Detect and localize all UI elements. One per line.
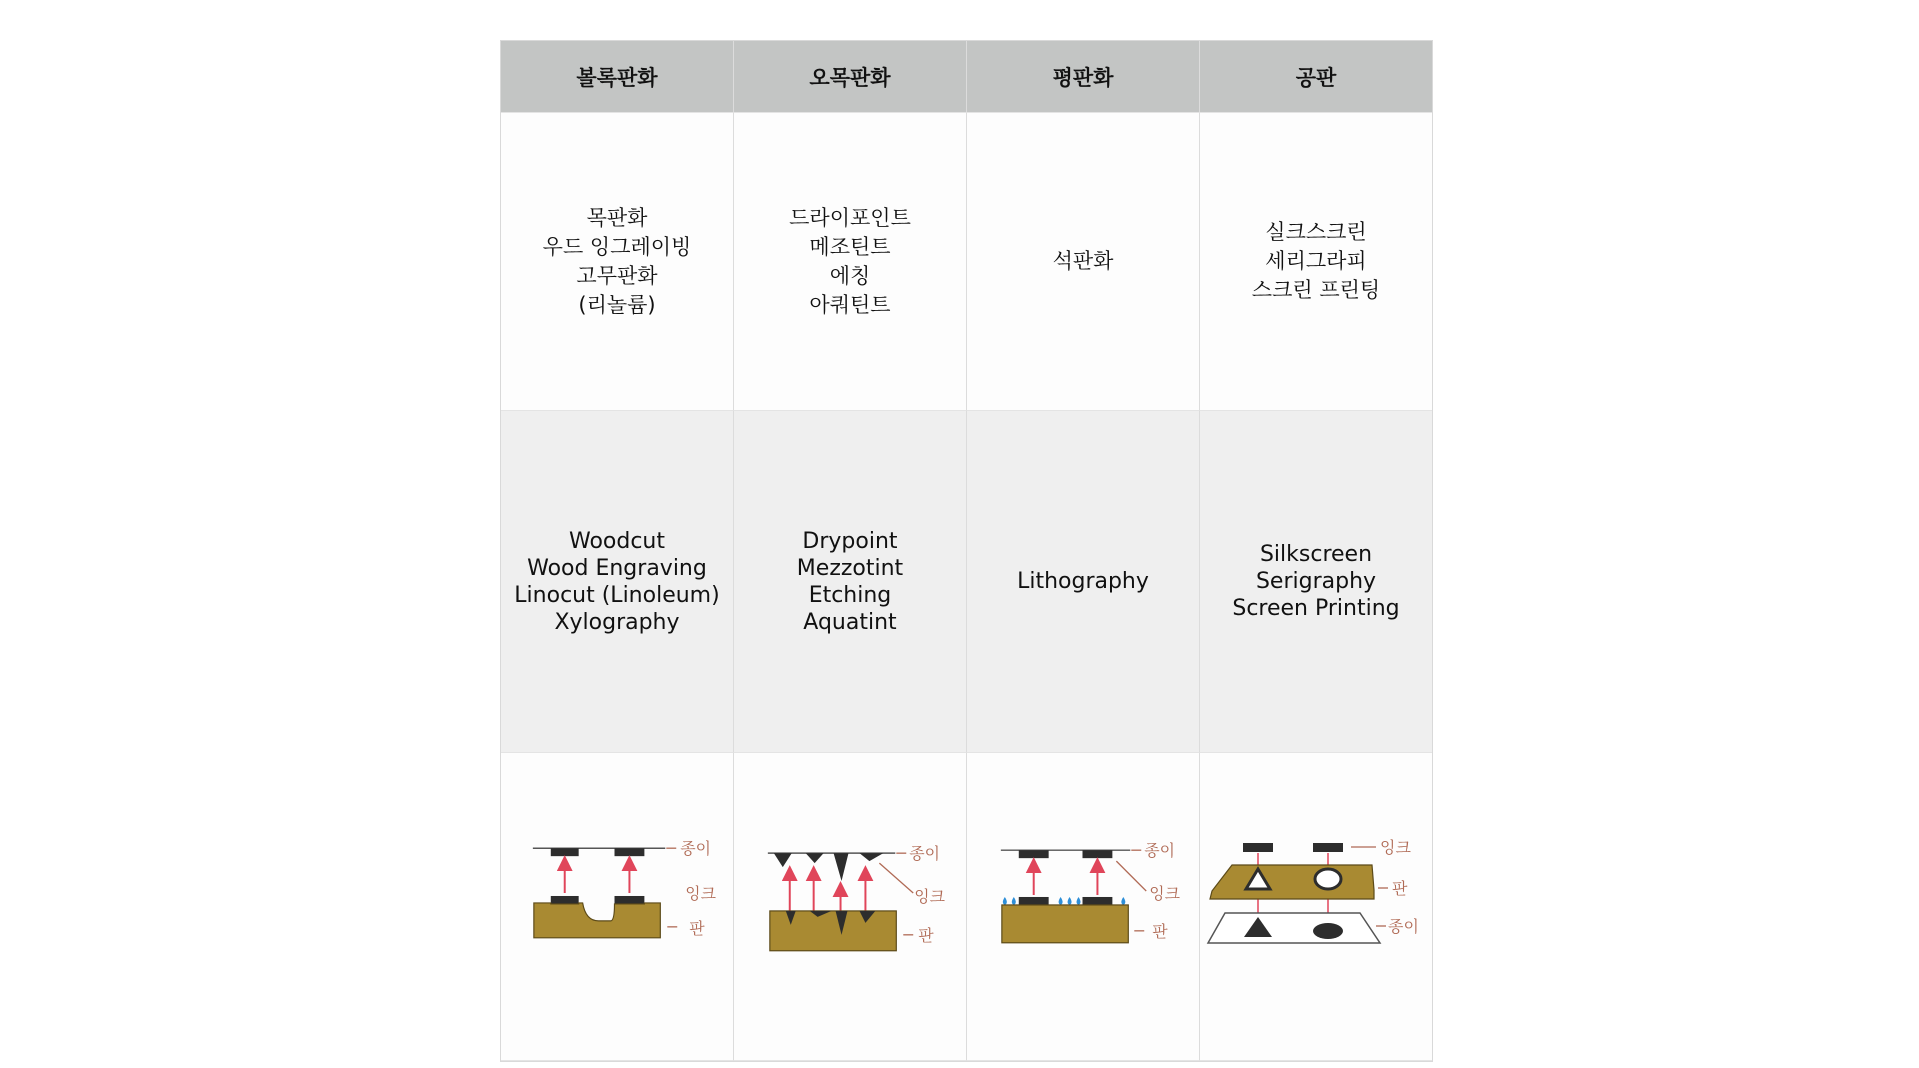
relief-plate <box>534 903 660 938</box>
plate-label: 판 <box>1152 921 1168 941</box>
paper-label: 종이 <box>1388 917 1419 936</box>
term-text: Silkscreen <box>1259 542 1373 567</box>
intaglio-print-diagram <box>734 793 966 993</box>
english-terms-planographic <box>967 411 1200 753</box>
ink-label: 잉크 <box>1380 838 1411 857</box>
paper-label: 종이 <box>1144 841 1176 861</box>
term-text: 메조틴트 <box>809 234 891 259</box>
korean-terms-intaglio <box>734 113 967 411</box>
plate-label: 판 <box>918 925 934 945</box>
printed-circle <box>1313 923 1343 939</box>
term-text: Screen Printing <box>1232 596 1400 621</box>
term-text: 아쿼틴트 <box>809 292 891 317</box>
ink-block <box>1313 843 1343 852</box>
header-intaglio: 오목판화 <box>734 41 967 113</box>
term-text: 실크스크린 <box>1265 220 1367 244</box>
term-text: 석판화 <box>1052 249 1114 273</box>
plate-label: 판 <box>1392 879 1408 898</box>
stencil-print-diagram <box>1200 793 1432 993</box>
ink-drop <box>774 853 792 867</box>
litho-plate <box>1002 905 1128 943</box>
ink-drop <box>834 853 849 881</box>
term-text: 에칭 <box>829 263 871 288</box>
term-text: (리놀륨) <box>578 292 656 317</box>
diagram-planographic-cell <box>967 753 1200 1061</box>
ink-drop <box>859 853 883 861</box>
header-planographic: 평판화 <box>967 41 1200 113</box>
relief-print-diagram <box>501 793 733 993</box>
term-text: Wood Engraving <box>527 555 707 581</box>
ink-label: 잉크 <box>685 883 716 903</box>
korean-terms-stencil <box>1200 113 1432 411</box>
term-text: Etching <box>808 582 892 608</box>
paper-label: 종이 <box>909 844 941 864</box>
term-text: Woodcut <box>568 528 665 554</box>
term-text: Xylography <box>554 609 680 635</box>
english-terms-intaglio <box>734 411 967 753</box>
korean-terms-planographic <box>967 113 1200 411</box>
term-text: 세리그라피 <box>1265 249 1367 273</box>
term-text: 목판화 <box>586 205 648 230</box>
diagram-intaglio-cell <box>734 753 967 1061</box>
term-text: Drypoint <box>802 528 898 554</box>
english-terms-stencil <box>1200 411 1432 753</box>
korean-terms-relief <box>501 113 734 411</box>
ink-block <box>551 848 579 856</box>
ink-label: 잉크 <box>914 886 945 906</box>
ink-block <box>1243 843 1273 852</box>
term-text: Serigraphy <box>1255 569 1377 594</box>
ink-drop <box>806 853 824 863</box>
term-text: Lithography <box>1017 569 1149 594</box>
ink-label: 잉크 <box>1149 883 1180 903</box>
diagram-stencil-cell <box>1200 753 1432 1061</box>
diagram-relief-cell <box>501 753 734 1061</box>
term-text: 우드 잉그레이빙 <box>542 234 692 259</box>
english-terms-relief <box>501 411 734 753</box>
ink-block <box>1019 850 1049 858</box>
ink-block <box>1083 850 1113 858</box>
term-text: Aquatint <box>803 609 897 635</box>
term-text: Mezzotint <box>796 555 904 581</box>
header-relief: 볼록판화 <box>501 41 734 113</box>
planographic-print-diagram <box>967 793 1199 993</box>
printmaking-table <box>500 40 1433 1062</box>
term-text: Linocut (Linoleum) <box>514 582 720 608</box>
paper-label: 종이 <box>680 839 711 859</box>
ink-block <box>615 848 645 856</box>
term-text: 드라이포인트 <box>789 205 911 230</box>
stencil-plate <box>1210 865 1374 899</box>
term-text: 스크린 프린팅 <box>1251 278 1381 302</box>
header-stencil: 공판 <box>1200 41 1432 113</box>
term-text: 고무판화 <box>576 263 658 288</box>
paper-sheet <box>1208 913 1380 943</box>
plate-label: 판 <box>689 918 705 938</box>
